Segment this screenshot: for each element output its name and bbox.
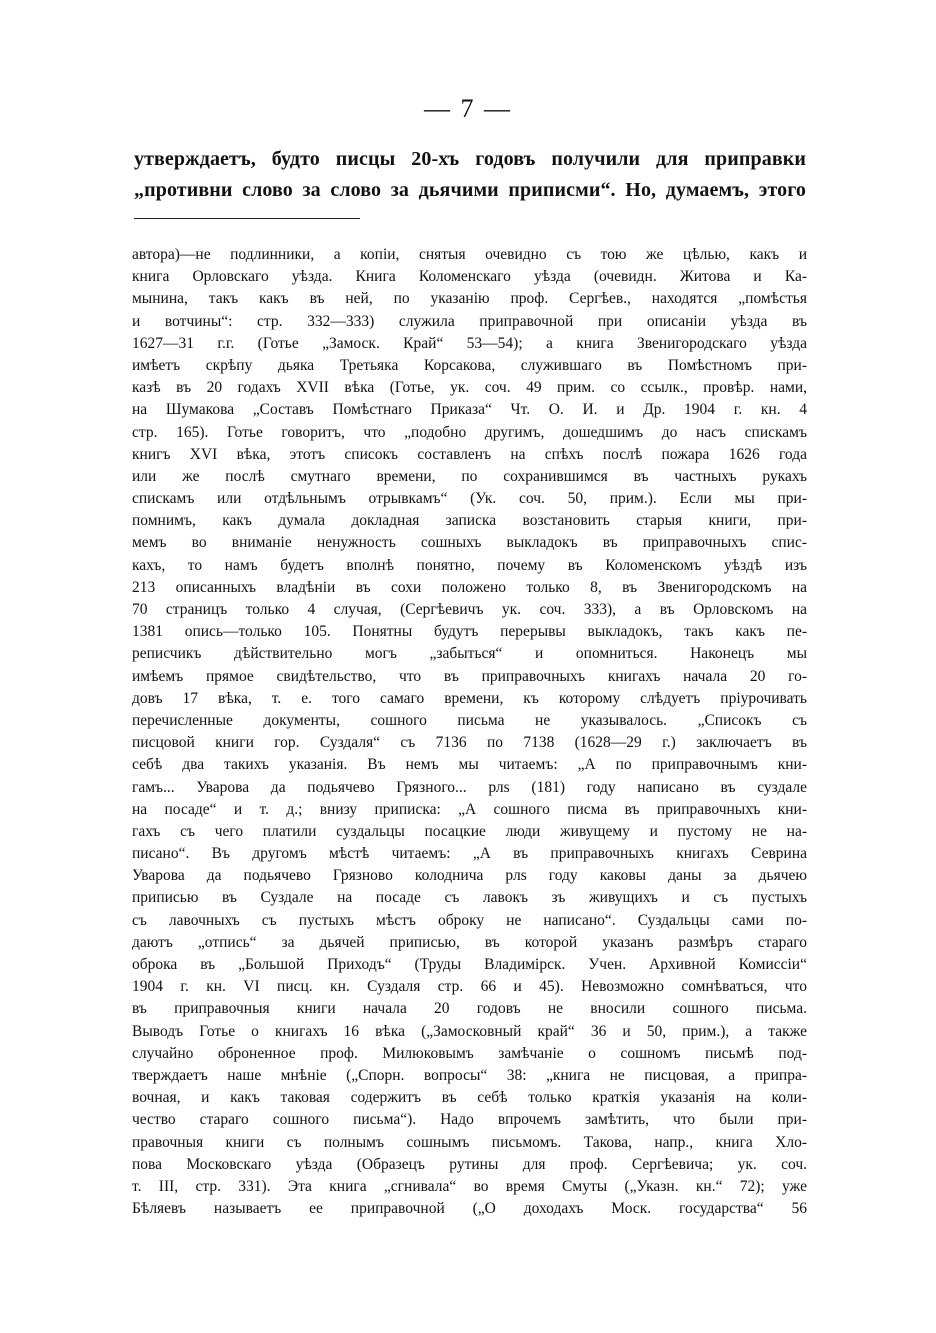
footnote-line: кахъ, то намъ будетъ вполнѣ понятно, почему въ Коломенскомъ уѣздѣ изъ <box>132 556 807 574</box>
footnote-line: пова Московскаго уѣзда (Образецъ рутины для проф. Сергѣевича; ук. соч. <box>132 1155 807 1173</box>
footnote-line: имѣетъ скрѣпу дьяка Третьяка Корсакова, служившаго въ Помѣстномъ при- <box>132 356 807 374</box>
footnote-line: 1627—31 г.г. (Готье „Замоск. Край“ 53—54); а книга Звенигородскаго уѣзда <box>132 334 807 352</box>
footnote-line: реписчикъ дѣйствительно могъ „забыться“ и опомниться. Наконецъ мы <box>132 645 807 663</box>
footnote-line: тверждаетъ наше мнѣніе („Спорн. вопросы“ 38: „книга не писцовая, а припра- <box>132 1066 807 1084</box>
footnote-line: писцовой книги гор. Суздаля“ съ 7136 по 7138 (1628—29 г.) заключаетъ въ <box>132 734 807 752</box>
footnote-line: мынина, такъ какъ въ ней, по указанію проф. Сергѣев., находятся „помѣстья <box>132 290 807 308</box>
footnote-line: книгъ XVI вѣка, этотъ списокъ составленъ на спѣхъ послѣ пожара 1626 года <box>132 445 807 463</box>
main-text-line: „противни слово за слово за дьячими приписми“. Но, думаемъ, этого <box>134 179 806 201</box>
footnote-line: книга Орловскаго уѣзда. Книга Коломенскаго уѣзда (очевидн. Житова и Ка- <box>132 268 807 286</box>
footnote-text <box>132 244 807 1220</box>
footnote-line: стр. 165). Готье говоритъ, что „подобно другимъ, дошедшимъ до насъ спискамъ <box>132 423 807 441</box>
footnote-line: казѣ въ 20 годахъ XVII вѣка (Готье, ук. соч. 49 прим. со ссылк., провѣр. нами, <box>132 379 807 397</box>
footnote-line: довъ 17 вѣка, т. е. того самаго времени, къ которому слѣдуетъ пріурочивать <box>132 689 807 707</box>
footnote-line: себѣ два такихъ указанія. Въ немъ мы читаемъ: „А по приправочнымъ кни- <box>132 756 807 774</box>
footnote-line: спискамъ или отдѣльнымъ отрывкамъ“ (Ук. соч. 50, прим.). Если мы при- <box>132 490 807 508</box>
footnote-line: т. III, стр. 331). Эта книга „сгнивала“ во время Смуты („Указн. кн.“ 72); уже <box>132 1177 807 1195</box>
footnote-line: чество стараго сошного письма“). Надо впрочемъ замѣтить, что были при- <box>132 1111 807 1129</box>
footnote-line: мемъ во вниманіе ненужность сошныхъ выкладокъ въ приправочныхъ спис- <box>132 534 807 552</box>
footnote-line: гахъ съ чего платили суздальцы посацкие люди живущему и пустому не на- <box>132 822 807 840</box>
footnote-line: приписью въ Суздале на посаде съ лавокъ зъ живущихъ и съ пустыхъ <box>132 889 807 907</box>
footnote-line: Бѣляевъ называетъ ее приправочной („О доходахъ Моск. государства“ 56 <box>132 1200 807 1218</box>
footnote-line: гамъ... Уварова да подьячево Грязного... рлѕ (181) году написано въ суздале <box>132 778 807 796</box>
footnote-line: Уварова да подьячево Грязново колоднича рлѕ году каковы даны за дьячею <box>132 867 807 885</box>
footnote-line: на посаде“ и т. д.; внизу приписка: „А сошного писма въ приправочныхъ кни- <box>132 800 807 818</box>
footnote-line: на Шумакова „Составъ Помѣстнаго Приказа“ Чт. О. И. и Др. 1904 г. кн. 4 <box>132 401 807 419</box>
footnote-line: случайно оброненное проф. Милюковымъ замѣчаніе о сошномъ письмѣ под- <box>132 1044 807 1062</box>
main-text <box>134 144 806 206</box>
footnote-line: Выводъ Готье о книгахъ 16 вѣка („Замосковный край“ 36 и 50, прим.), а также <box>132 1022 807 1040</box>
footnote-line: или же послѣ смутнаго времени, по сохранившимся въ частныхъ рукахъ <box>132 467 807 485</box>
footnote-line: въ приправочныя книги начала 20 годовъ не вносили сошного письма. <box>132 1000 807 1018</box>
footnote-line: 213 описанныхъ владѣніи въ сохи положено только 8, въ Звенигородскомъ на <box>132 578 807 596</box>
footnote-line: 70 страницъ только 4 случая, (Сергѣевичъ ук. соч. 333), а въ Орловскомъ на <box>132 601 807 618</box>
footnote-line: имѣемъ прямое свидѣтельство, что въ приправочныхъ книгахъ начала 20 го- <box>132 667 807 685</box>
footnote-line: вочная, и какъ таковая содержитъ въ себѣ только краткія указанія на коли- <box>132 1089 807 1107</box>
footnote-separator <box>134 218 360 219</box>
footnote-line: и вотчины“: стр. 332—333) служила приправочной при описаніи уѣзда въ <box>132 312 807 330</box>
main-text-line: утверждаетъ, будто писцы 20-хъ годовъ получили для приправки <box>134 148 806 170</box>
footnote-line: перечисленные документы, сошного письма не указывалось. „Списокъ съ <box>132 711 807 729</box>
footnote-line: оброка въ „Большой Приходъ“ (Труды Владимірск. Учен. Архивной Комиссіи“ <box>132 956 807 973</box>
footnote-line: правочныя книги съ полнымъ сошнымъ письмомъ. Такова, напр., книга Хло- <box>132 1133 807 1151</box>
footnote-line: автора)—не подлинники, а копіи, снятыя очевидно съ тою же цѣлью, какъ и <box>132 246 807 263</box>
page-number: — 7 — <box>424 94 512 123</box>
footnote-line: 1381 опись—только 105. Понятны будутъ перерывы выкладокъ, такъ какъ пе- <box>132 623 807 641</box>
footnote-line: писано“. Въ другомъ мѣстѣ читаемъ: „А въ приправочныхъ книгахъ Севрина <box>132 845 807 863</box>
footnote-line: съ лавочныхъ съ пустыхъ мѣстъ оброку не написано“. Суздальцы сами по- <box>132 911 807 929</box>
footnote-line: помнимъ, какъ думала докладная записка возстановить старыя книги, при- <box>132 512 807 530</box>
footnote-line: даютъ „отпись“ за дьячей приписью, въ которой указанъ размѣръ стараго <box>132 933 807 951</box>
footnote-line: 1904 г. кн. VI писц. кн. Суздаля стр. 66 и 45). Невозможно сомнѣваться, что <box>132 978 807 996</box>
